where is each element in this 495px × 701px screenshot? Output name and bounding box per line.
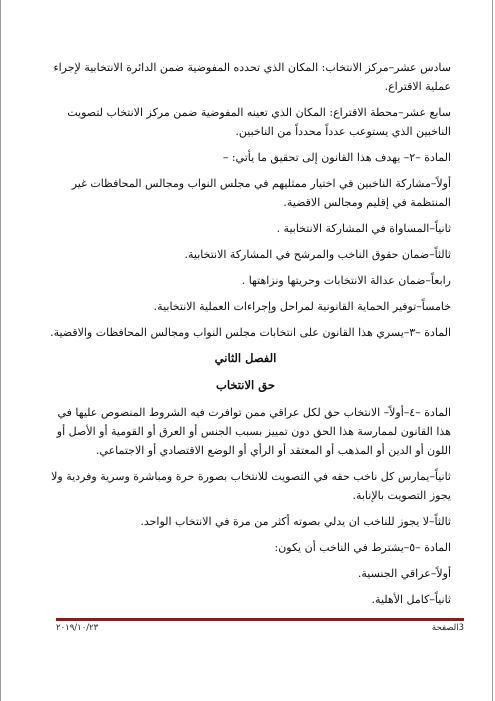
paragraph-article-5: المادة –٥–يشترط في الناخب أن يكون: (274, 541, 451, 554)
page-border-right (492, 0, 493, 701)
paragraph-article-2-fourth: رابعاً–ضمان عدالة الانتخابات وحريتها ونزاهتها . (241, 274, 451, 287)
paragraph-article-4-first: المادة –٤–أولاً– الانتخاب حق لكل عراقي ممن توافرت فيه الشروط المنصوص عليها في هذا القانون لممارسة هذا الحق دون تمييز بسبب الجنس أو العرق أو القومية أو الأصل أو اللون أو الدين أو المذهب أو المعتقد أو الرأي أو الوضع الاقتصادي أو الاجتماعي. (56, 406, 451, 457)
paragraph-article-3: المادة –٣–يسري هذا القانون على انتخابات مجلس النواب ومجالس المحافظات والاقضية. (50, 326, 451, 339)
footer-date: ٢٠١٩/١٠/٢٣ (56, 623, 99, 633)
paragraph-article-2-first: أولاً–مشاركة الناخبين في اختيار ممثليهم في مجلس النواب ومجالس المحافظات غير المنتظمة في إقليم ومجالس الاقضية. (71, 177, 451, 209)
paragraph-article-2-second: ثانياً–المساواة في المشاركة الانتخابية . (276, 222, 451, 235)
document-body (40, 58, 451, 616)
paragraph-article-2-third: ثالثاً–ضمان حقوق الناخب والمرشح في المشاركة الانتخابية. (184, 248, 451, 261)
paragraph-article-5-first: أولاً–عراقي الجنسية. (357, 567, 451, 580)
paragraph-article-2: المادة –٢– يهدف هذا القانون إلى تحقيق ما يأتي: – (222, 151, 451, 164)
paragraph-clause-17: سابع عشر–محطة الاقتراع: المكان الذي تعينه المفوضية ضمن مركز الانتخاب لتصويت الناخبين الذي يستوعب عدداً محدداً من الناخبين. (67, 106, 451, 138)
paragraph-article-4-third: ثالثاً–لا يجوز للناخب ان يدلي بصوته أكثر من مرة في الانتخاب الواحد. (140, 515, 451, 528)
page-border-left (0, 0, 1, 701)
section-title: حق الانتخاب (216, 378, 275, 392)
chapter-title: الفصل الثاني (214, 351, 277, 365)
page-number: 3الصفحة (431, 623, 464, 633)
page-footer (56, 623, 464, 637)
footer-rule (56, 618, 464, 621)
paragraph-article-4-second: ثانياً–يمارس كل ناخب حقه في التصويت للانتخاب بصورة حرة ومباشرة وسرية وفردية ولا يجوز التصويت بالإنابة. (51, 470, 451, 502)
paragraph-clause-16: سادس عشر–مركز الانتخاب: المكان الذي تحدده المفوضية ضمن الدائرة الانتخابية لإجراء عملية الاقتراع. (53, 61, 451, 93)
paragraph-article-5-second: ثانياً–كامل الأهلية. (371, 593, 451, 606)
paragraph-article-2-fifth: خامساً–توفير الحماية القانونية لمراحل وإجراءات العملية الانتخابية. (153, 300, 451, 313)
